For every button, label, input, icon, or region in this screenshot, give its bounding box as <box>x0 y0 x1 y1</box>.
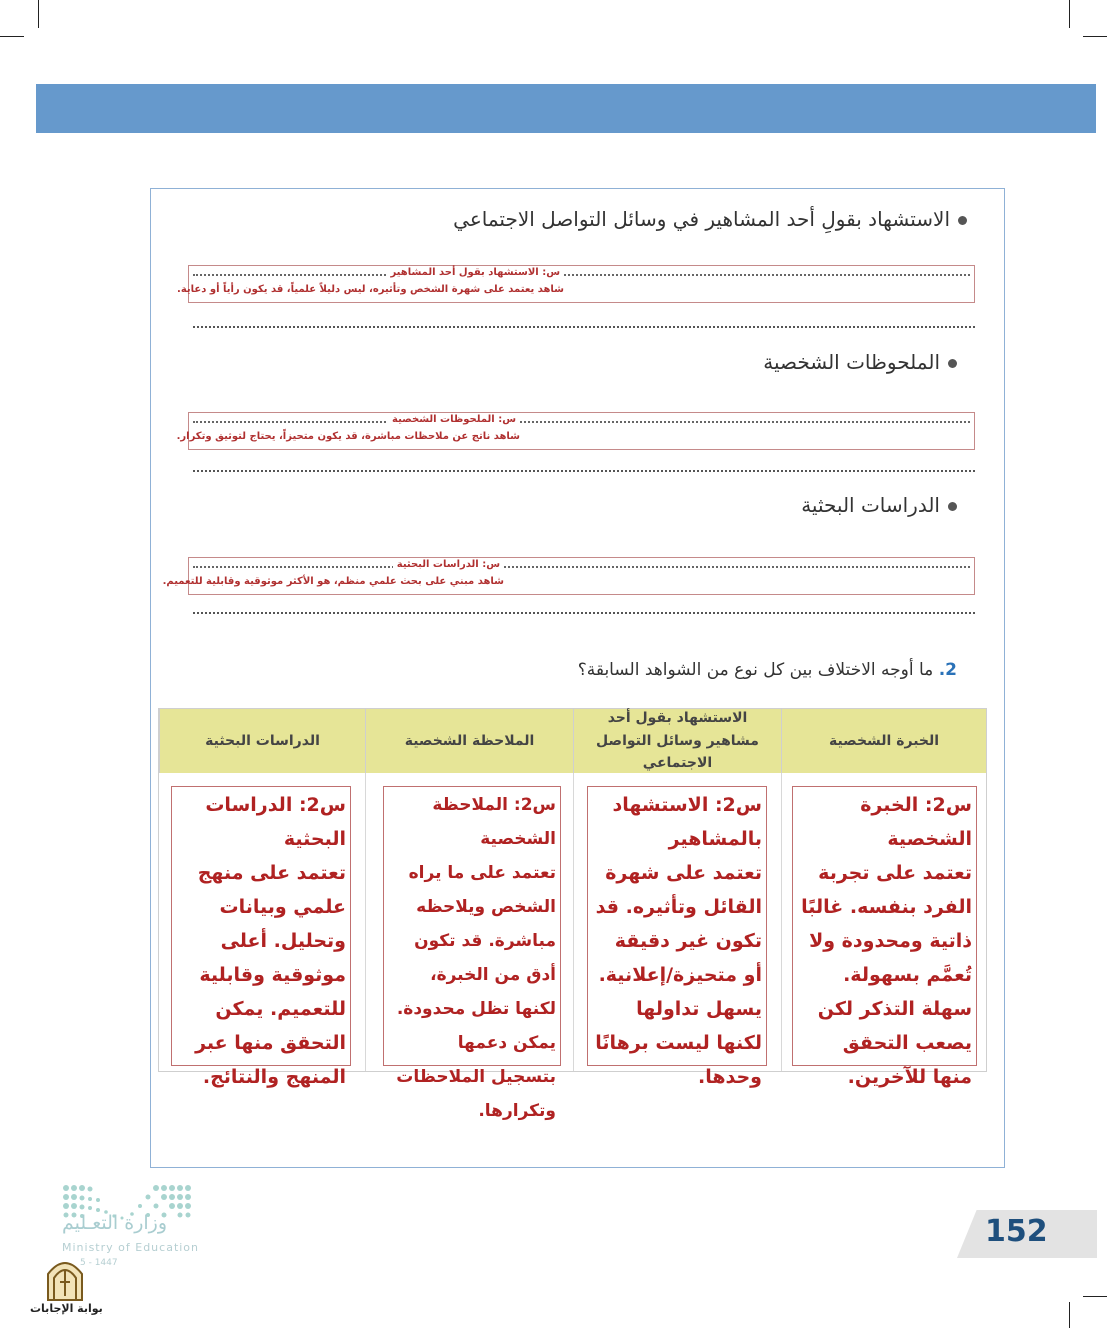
answer-box <box>177 265 975 303</box>
bullet-text: الدراسات البحثية <box>801 493 940 517</box>
bullet-text: الملحوظات الشخصية <box>763 350 940 374</box>
cell-text: تعتمد على ما يراه الشخص ويلاحظه مباشرة. قد تكون أدق من الخبرة، لكنها تظل محدودة. يمكن دعمها بتسجيل الملاحظات وتكرارها. <box>396 863 556 1121</box>
dotted-line <box>193 612 975 614</box>
table-cell-answer <box>383 786 561 1121</box>
table-header-celebrity-quote: الاستشهاد بقول أحد مشاهير وسائل التواصل الاجتماعي <box>573 709 781 773</box>
cell-text: تعتمد على شهرة القائل وتأثيره. قد تكون غير دقيقة أو متحيزة/إعلانية. يسهل تداولها لكنها ليست برهانًا وحدها. <box>595 862 762 1088</box>
bullet-dot-icon <box>948 359 957 368</box>
crop-mark <box>1069 1302 1070 1328</box>
bullet-dot-icon <box>958 216 967 225</box>
dotted-line <box>193 274 970 276</box>
comparison-table <box>158 708 987 1121</box>
header-banner <box>36 84 1096 133</box>
table-header-research-studies: الدراسات البحثية <box>159 709 365 773</box>
bullet-text: الاستشهاد بقولِ أحد المشاهير في وسائل التواصل الاجتماعي <box>453 207 950 231</box>
column-divider <box>365 773 366 1071</box>
edition-year: 5 - 1447 <box>80 1258 118 1268</box>
table-header-personal-observation: الملاحظة الشخصية <box>365 709 573 773</box>
page-number: 152 <box>985 1214 1048 1249</box>
answer-heading: س: الاستشهاد بقول أحد المشاهير <box>386 267 564 278</box>
bullet-item <box>453 207 967 231</box>
cell-text: تعتمد على منهج علمي وبيانات وتحليل. أعلى موثوقية وقابلية للتعميم. يمكن التحقق منها عبر المنهج والنتائج. <box>195 862 346 1088</box>
crop-mark <box>38 0 39 28</box>
crop-mark <box>1083 1296 1107 1297</box>
crop-mark <box>1069 0 1070 28</box>
table-cell-answer <box>171 786 351 1088</box>
cell-label: س2: الخبرة الشخصية <box>860 794 972 850</box>
answer-heading: س: الدراسات البحثية <box>393 559 504 570</box>
dotted-line <box>193 470 975 472</box>
answer-box <box>162 557 975 595</box>
column-divider <box>573 773 574 1071</box>
answers-portal-name: بوابة الإجابات <box>30 1302 103 1315</box>
answers-portal-logo-icon <box>44 1256 86 1302</box>
answer-box <box>176 412 975 450</box>
column-divider <box>781 773 782 1071</box>
answer-text: شاهد مبني على بحث علمي منظم، هو الأكثر موثوقية وقابلية للتعميم. <box>162 576 504 587</box>
answer-text: شاهد ناتج عن ملاحظات مباشرة، قد يكون متحيزاً، يحتاج لتوثيق وتكرار. <box>176 431 520 442</box>
answer-text: شاهد يعتمد على شهرة الشخص وتأثيره، ليس دليلاً علمياً، قد يكون رأياً أو دعاية. <box>177 284 564 295</box>
cell-text: تعتمد على تجربة الفرد بنفسه. غالبًا ذاتية ومحدودة ولا تُعمَّم بسهولة. سهلة التذكر لكن يصعب التحقق منها للآخرين. <box>801 862 972 1088</box>
question-2 <box>520 660 957 680</box>
dotted-line <box>193 566 970 568</box>
dotted-line <box>193 421 970 423</box>
ministry-name-arabic: وزارة التعـليم <box>62 1212 168 1234</box>
cell-label: س2: الدراسات البحثية <box>205 794 346 850</box>
ministry-name-english: Ministry of Education <box>62 1241 200 1254</box>
bullet-dot-icon <box>948 502 957 511</box>
bullet-item <box>801 493 957 517</box>
question-number: 2. <box>938 660 957 680</box>
crop-mark <box>1083 36 1107 37</box>
cell-label: س2: الملاحظة الشخصية <box>432 795 556 849</box>
answer-heading: س: الملحوظات الشخصية <box>388 414 520 425</box>
question-text: ما أوجه الاختلاف بين كل نوع من الشواهد السابقة؟ <box>577 660 934 680</box>
table-cell-answer <box>587 786 767 1088</box>
table-header-personal-experience: الخبرة الشخصية <box>781 709 986 773</box>
crop-mark <box>0 36 24 37</box>
cell-label: س2: الاستشهاد بالمشاهير <box>612 794 762 850</box>
dotted-line <box>193 326 975 328</box>
table-cell-answer <box>792 786 977 1088</box>
bullet-item <box>763 350 957 374</box>
